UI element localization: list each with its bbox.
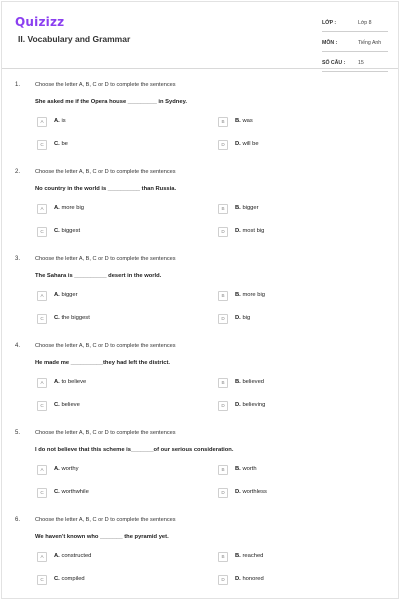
option-label: worthy — [61, 466, 79, 472]
section-title: II. Vocabulary and Grammar — [18, 34, 131, 44]
option-letter-box[interactable]: B — [218, 204, 228, 214]
option-letter-box[interactable]: C — [37, 488, 47, 498]
question-number: 5. — [15, 430, 21, 436]
option-letter-box[interactable]: D — [218, 140, 228, 150]
option-text — [235, 466, 257, 472]
worksheet-header — [2, 2, 398, 69]
option-text — [54, 466, 79, 472]
option-prefix: B. — [235, 118, 241, 124]
option-letter-box[interactable]: D — [218, 227, 228, 237]
option-text — [54, 292, 78, 298]
question-sentence: I do not believe that this scheme is_______of our serious consideration. — [35, 447, 234, 453]
question-number: 6. — [15, 517, 21, 523]
option-label: biggest — [61, 228, 81, 234]
option-prefix: A. — [54, 553, 60, 559]
question-instruction: Choose the letter A, B, C or D to complete the sentences — [35, 256, 176, 262]
question-sentence: We haven't known who _______ the pyramid yet. — [35, 534, 169, 540]
question-instruction: Choose the letter A, B, C or D to complete the sentences — [35, 517, 176, 523]
option-label: be — [61, 141, 68, 147]
option-letter-box[interactable]: B — [218, 117, 228, 127]
option-prefix: C. — [54, 141, 60, 147]
question-1 — [2, 82, 398, 168]
option-label: more big — [242, 292, 265, 298]
option-letter-box[interactable]: B — [218, 465, 228, 475]
option-prefix: B. — [235, 205, 241, 211]
quizizz-logo: Quizizz — [15, 15, 65, 29]
question-6 — [2, 517, 398, 599]
option-text — [54, 228, 80, 234]
meta-value: Tiếng Anh — [358, 40, 382, 46]
option-text — [235, 205, 259, 211]
question-number: 4. — [15, 343, 21, 349]
option-letter-box[interactable]: C — [37, 227, 47, 237]
meta-row-question-count — [322, 56, 388, 72]
option-prefix: A. — [54, 292, 60, 298]
option-label: constructed — [61, 553, 92, 559]
meta-value: Lớp 8 — [358, 20, 372, 26]
option-label: honored — [242, 576, 264, 582]
option-prefix: C. — [54, 315, 60, 321]
meta-value: 15 — [358, 60, 364, 66]
meta-label: MÔN : — [322, 40, 338, 46]
meta-label: LỚP : — [322, 20, 337, 26]
option-letter-box[interactable]: C — [37, 140, 47, 150]
option-prefix: D. — [235, 402, 241, 408]
option-text — [54, 141, 68, 147]
option-text — [54, 118, 66, 124]
question-2 — [2, 169, 398, 255]
option-text — [235, 576, 264, 582]
option-text — [54, 402, 80, 408]
option-label: worthless — [242, 489, 267, 495]
option-prefix: A. — [54, 466, 60, 472]
option-prefix: A. — [54, 118, 60, 124]
question-4 — [2, 343, 398, 429]
option-letter-box[interactable]: D — [218, 314, 228, 324]
meta-info — [322, 16, 388, 76]
option-text — [235, 118, 253, 124]
option-label: believed — [242, 379, 265, 385]
question-instruction: Choose the letter A, B, C or D to complete the sentences — [35, 82, 176, 88]
option-label: the biggest — [61, 315, 90, 321]
question-5 — [2, 430, 398, 516]
option-prefix: D. — [235, 315, 241, 321]
question-instruction: Choose the letter A, B, C or D to complete the sentences — [35, 343, 176, 349]
option-label: bigger — [61, 292, 78, 298]
option-text — [54, 576, 85, 582]
question-instruction: Choose the letter A, B, C or D to complete the sentences — [35, 430, 176, 436]
option-prefix: D. — [235, 576, 241, 582]
option-letter-box[interactable]: C — [37, 314, 47, 324]
option-letter-box[interactable]: A — [37, 291, 47, 301]
option-letter-box[interactable]: C — [37, 401, 47, 411]
option-label: believe — [61, 402, 80, 408]
question-3 — [2, 256, 398, 342]
question-number: 2. — [15, 169, 21, 175]
option-letter-box[interactable]: C — [37, 575, 47, 585]
question-number: 3. — [15, 256, 21, 262]
option-letter-box[interactable]: A — [37, 378, 47, 388]
option-prefix: D. — [235, 228, 241, 234]
option-label: bigger — [242, 205, 259, 211]
option-text — [235, 402, 265, 408]
option-letter-box[interactable]: A — [37, 204, 47, 214]
meta-row-class — [322, 16, 388, 32]
option-text — [54, 379, 86, 385]
option-text — [54, 553, 91, 559]
option-prefix: C. — [54, 489, 60, 495]
option-letter-box[interactable]: B — [218, 552, 228, 562]
option-prefix: B. — [235, 292, 241, 298]
option-letter-box[interactable]: D — [218, 575, 228, 585]
option-prefix: C. — [54, 576, 60, 582]
option-text — [54, 315, 90, 321]
option-label: reached — [242, 553, 264, 559]
option-text — [54, 205, 84, 211]
question-sentence: No country in the world is __________ than Russia. — [35, 186, 177, 192]
option-prefix: B. — [235, 379, 241, 385]
option-letter-box[interactable]: A — [37, 117, 47, 127]
option-prefix: B. — [235, 553, 241, 559]
worksheet-page — [1, 1, 399, 599]
option-prefix: C. — [54, 228, 60, 234]
option-prefix: D. — [235, 141, 241, 147]
option-text — [235, 315, 250, 321]
question-sentence: The Sahara is __________ desert in the world. — [35, 273, 162, 279]
option-text — [54, 489, 89, 495]
option-text — [235, 489, 267, 495]
option-label: believing — [242, 402, 266, 408]
option-prefix: A. — [54, 379, 60, 385]
option-label: compiled — [61, 576, 85, 582]
option-prefix: A. — [54, 205, 60, 211]
meta-label: SỐ CÂU : — [322, 60, 346, 66]
option-prefix: C. — [54, 402, 60, 408]
option-text — [235, 141, 259, 147]
option-label: most big — [242, 228, 265, 234]
option-letter-box[interactable]: D — [218, 401, 228, 411]
option-letter-box[interactable]: A — [37, 552, 47, 562]
option-label: to believe — [61, 379, 87, 385]
option-letter-box[interactable]: B — [218, 378, 228, 388]
option-letter-box[interactable]: D — [218, 488, 228, 498]
option-label: was — [242, 118, 253, 124]
question-number: 1. — [15, 82, 21, 88]
option-label: more big — [61, 205, 84, 211]
question-instruction: Choose the letter A, B, C or D to complete the sentences — [35, 169, 176, 175]
question-sentence: He made me __________they had left the district. — [35, 360, 170, 366]
option-letter-box[interactable]: A — [37, 465, 47, 475]
option-text — [235, 228, 264, 234]
option-prefix: B. — [235, 466, 241, 472]
option-label: worth — [242, 466, 257, 472]
option-letter-box[interactable]: B — [218, 291, 228, 301]
option-label: worthwhile — [61, 489, 89, 495]
question-sentence: She asked me if the Opera house _________ in Sydney. — [35, 99, 187, 105]
option-text — [235, 553, 263, 559]
meta-row-subject — [322, 36, 388, 52]
option-prefix: D. — [235, 489, 241, 495]
option-text — [235, 379, 264, 385]
option-label: is — [61, 118, 66, 124]
option-label: big — [242, 315, 251, 321]
option-text — [235, 292, 265, 298]
option-label: will be — [242, 141, 259, 147]
